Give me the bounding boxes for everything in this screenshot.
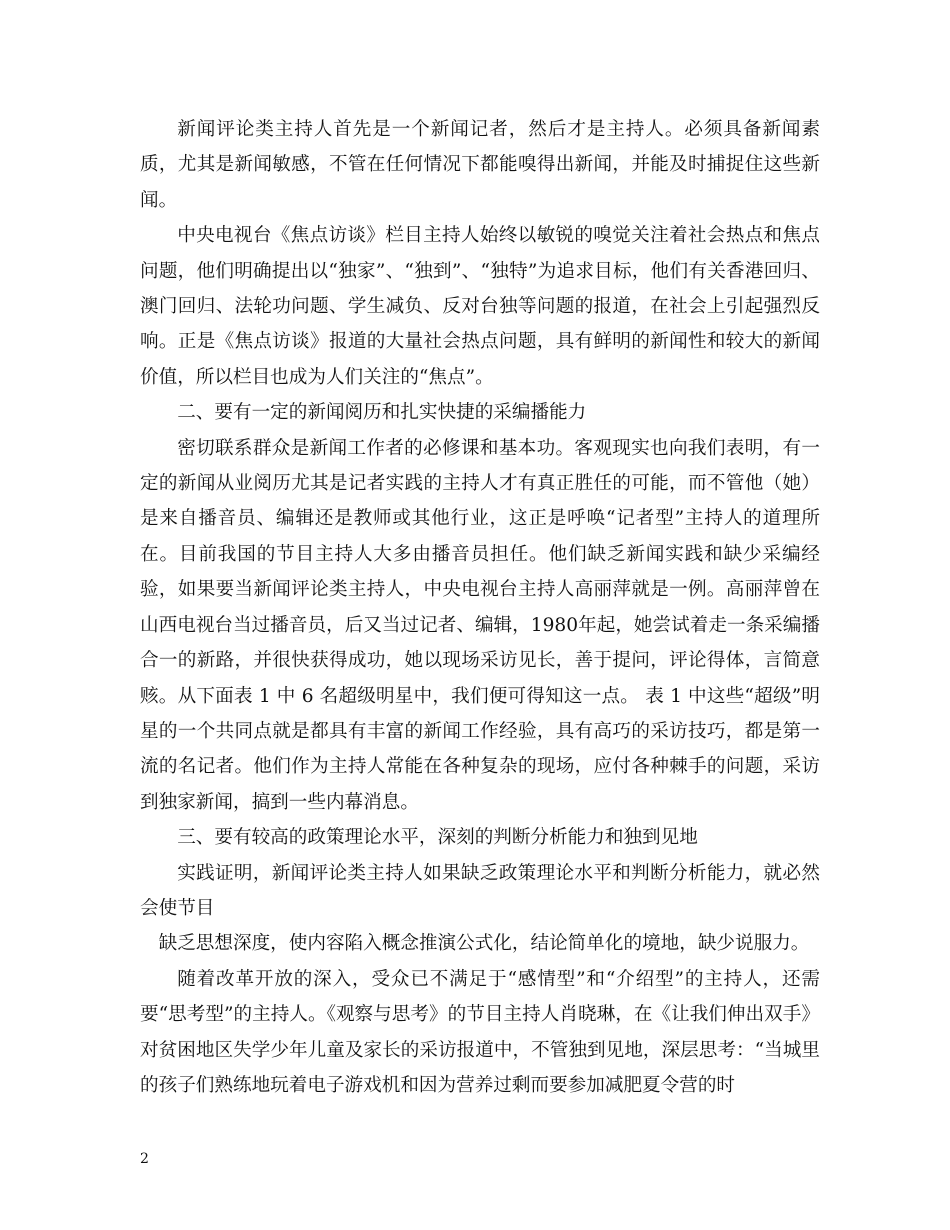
paragraph-host-qualities: 新闻评论类主持人首先是一个新闻记者，然后才是主持人。必须具备新闻素质，尤其是新闻敏感，不管在任何情况下都能嗅得出新闻，并能及时捕捉住这些新闻。 xyxy=(140,119,820,211)
paragraph-practice-proves: 实践证明，新闻评论类主持人如果缺乏政策理论水平和判断分析能力，就必然会使节目 xyxy=(140,862,820,919)
paragraph-news-experience: 密切联系群众是新闻工作者的必修课和基本功。客观现实也向我们表明，有一定的新闻从业阅历尤其是记者实践的主持人才有真正胜任的可能，而不管他（她）是来自播音员、编辑还是教师或其他行业，这正是呼唤“记者型”主持人的道理所在。目前我国的节目主持人大多由播音员担任。他们缺乏新闻实践和缺少采编经验，如果要当新闻评论类主持人，中央电视台主持人高丽萍就是一例。高丽萍曾在山西电视台当过播音员，后又当过记者、编辑，1980年起，她尝试着走一条采编播合一的新路，并很快获得成功，她以现场采访见长，善于提问，评论得体，言简意赅。从下面表 1 中 6 名超级明星中，我们便可得知这一点。 表 1 中这些“超级”明星的一个共同点就是都具有丰富的新闻工作经验，具有高巧的采访技巧，都是第一流的名记者。他们作为主持人常能在各种复杂的现场，应付各种棘手的问题，采访到独家新闻，搞到一些内幕消息。 xyxy=(140,437,820,813)
section-heading-two: 二、要有一定的新闻阅历和扎实快捷的采编播能力 xyxy=(177,402,587,424)
paragraph-reform-opening: 随着改革开放的深入，受众已不满足于“感情型”和“介绍型”的主持人，还需要“思考型”的主持人。《观察与思考》的节目主持人肖晓琳，在《让我们伸出双手》对贫困地区失学少年儿童及家长的采访报道中，不管独到见地，深层思考：“当城里的孩子们熟练地玩着电子游戏机和因为营养过剩而要参加减肥夏令营的时 xyxy=(140,968,820,1096)
body-text xyxy=(140,112,820,1103)
section-heading-three: 三、要有较高的政策理论水平，深刻的判断分析能力和独到见地 xyxy=(177,827,698,849)
paragraph-focus-interview: 中央电视台《焦点访谈》栏目主持人始终以敏锐的嗅觉关注着社会热点和焦点问题，他们明确提出以“独家”、“独到”、“独特”为追求目标，他们有关香港回归、澳门回归、法轮功问题、学生减负、反对台独等问题的报道，在社会上引起强烈反响。正是《焦点访谈》报道的大量社会热点问题，具有鲜明的新闻性和较大的新闻价值，所以栏目也成为人们关注的“焦点”。 xyxy=(140,225,820,388)
page-number: 2 xyxy=(140,1151,149,1167)
paragraph-lack-depth: 缺乏思想深度，使内容陷入概念推演公式化，结论简单化的境地，缺少说服力。 xyxy=(158,933,810,955)
